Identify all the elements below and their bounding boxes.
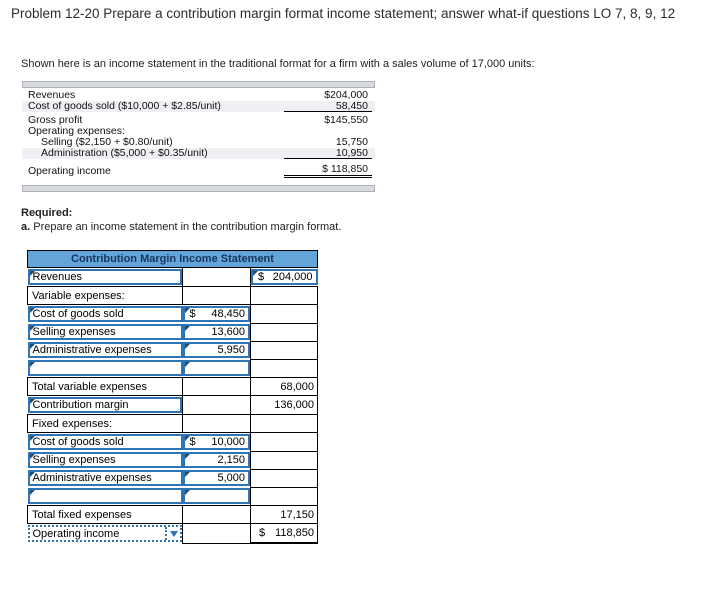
value-cell xyxy=(183,433,251,452)
entry-flag-icon xyxy=(30,344,35,349)
input-text: Cost of goods sold xyxy=(32,308,124,320)
row-amount: 15,750 xyxy=(335,136,368,148)
amount-text: 5,950 xyxy=(217,344,245,356)
amount-input-selling-fixed[interactable] xyxy=(183,452,251,468)
label-cell xyxy=(28,524,183,544)
dropdown-arrow-icon[interactable] xyxy=(165,527,180,540)
required-section xyxy=(21,207,720,233)
row-label: Gross profit xyxy=(28,114,83,126)
row-label: Administration ($5,000 + $0.35/unit) xyxy=(41,147,208,159)
empty-cell xyxy=(251,359,318,378)
input-text: Contribution margin xyxy=(32,399,129,411)
amount-input-selling-variable[interactable] xyxy=(183,324,251,340)
input-text: Administrative expenses xyxy=(32,344,152,356)
answer-row xyxy=(28,506,318,524)
static-label-cell: Variable expenses: xyxy=(28,287,183,305)
empty-cell xyxy=(251,287,318,305)
input-text: Selling expenses xyxy=(32,326,116,338)
label-input-blank[interactable] xyxy=(28,488,183,504)
dropdown-selected-text: Operating income xyxy=(32,527,120,540)
label-cell xyxy=(28,451,183,469)
entry-flag-icon xyxy=(185,490,190,495)
statement-row xyxy=(22,164,375,178)
empty-cell xyxy=(183,396,251,415)
static-value-cell xyxy=(251,378,318,396)
empty-cell xyxy=(183,415,251,433)
static-value-cell xyxy=(251,506,318,524)
label-input-selling-variable[interactable] xyxy=(28,324,183,340)
label-cell xyxy=(28,433,183,452)
amount-input-admin-variable[interactable] xyxy=(183,342,251,358)
amount-text: 17,150 xyxy=(280,508,314,521)
label-cell xyxy=(28,359,183,378)
value-cell xyxy=(183,451,251,469)
table-top-band xyxy=(22,81,375,88)
empty-cell xyxy=(183,287,251,305)
answer-row xyxy=(28,469,318,487)
entry-flag-icon xyxy=(30,271,35,276)
empty-cell xyxy=(251,487,318,506)
amount-text: 48,450 xyxy=(211,308,245,320)
label-cell xyxy=(28,323,183,341)
value-cell xyxy=(183,305,251,324)
entry-flag-icon xyxy=(185,454,190,459)
answer-row xyxy=(28,487,318,506)
answer-row xyxy=(28,305,318,324)
empty-cell xyxy=(251,323,318,341)
value-cell xyxy=(183,359,251,378)
amount-input-cogs-variable[interactable] xyxy=(183,306,251,322)
amount-input-blank[interactable] xyxy=(183,360,251,376)
value-cell xyxy=(251,268,318,287)
entry-flag-icon xyxy=(30,326,35,331)
label-input-admin-fixed[interactable] xyxy=(28,470,183,486)
label-input-cogs-fixed[interactable] xyxy=(28,434,183,450)
empty-cell xyxy=(251,305,318,324)
input-text: Revenues xyxy=(32,271,83,283)
entry-flag-icon xyxy=(253,271,258,276)
answer-row xyxy=(28,524,318,544)
table-bottom-band xyxy=(22,185,375,192)
label-input-revenues[interactable] xyxy=(28,269,183,285)
input-text: Cost of goods sold xyxy=(32,436,124,448)
amount-text: 2,150 xyxy=(217,454,245,466)
entry-flag-icon xyxy=(30,454,35,459)
row-amount: 10,950 xyxy=(284,148,372,159)
empty-cell xyxy=(183,268,251,287)
row-amount: $204,000 xyxy=(324,89,368,101)
answer-row xyxy=(28,378,318,396)
answer-row xyxy=(28,451,318,469)
entry-flag-icon xyxy=(30,362,35,367)
currency-symbol: $ xyxy=(189,436,196,448)
entry-flag-icon xyxy=(185,436,190,441)
value-cell xyxy=(183,487,251,506)
static-label-cell: Total variable expenses xyxy=(28,378,183,396)
entry-flag-icon xyxy=(30,399,35,404)
answer-row xyxy=(28,359,318,378)
label-input-contribution-margin[interactable] xyxy=(28,397,183,413)
row-label: Operating income xyxy=(28,164,111,177)
label-input-cogs-variable[interactable] xyxy=(28,306,183,322)
intro-text: Shown here is an income statement in the traditional format for a firm with a sales volume of 17,000 units: xyxy=(21,58,535,70)
empty-cell xyxy=(251,451,318,469)
answer-table-header-row xyxy=(28,251,318,268)
answer-row xyxy=(28,287,318,305)
value-cell xyxy=(183,341,251,359)
amount-text: 118,850 xyxy=(275,527,314,539)
amount-input-revenues[interactable] xyxy=(251,269,318,285)
currency-symbol: $ xyxy=(258,271,265,283)
contribution-margin-table xyxy=(27,250,318,544)
currency-symbol: $ xyxy=(189,308,196,320)
row-label: Selling ($2,150 + $0.80/unit) xyxy=(41,136,173,148)
entry-flag-icon xyxy=(185,362,190,367)
row-amount: 58,450 xyxy=(284,101,372,112)
answer-row xyxy=(28,268,318,287)
required-item-text: Prepare an income statement in the contribution margin format. xyxy=(33,221,342,233)
empty-cell xyxy=(183,378,251,396)
account-select-dropdown[interactable] xyxy=(28,525,183,542)
required-item xyxy=(21,221,720,233)
statement-row xyxy=(22,101,375,112)
entry-flag-icon xyxy=(185,308,190,313)
label-cell xyxy=(28,305,183,324)
label-cell xyxy=(28,469,183,487)
label-cell xyxy=(28,341,183,359)
label-input-blank[interactable] xyxy=(28,360,183,376)
amount-text: 10,000 xyxy=(211,436,245,448)
entry-flag-icon xyxy=(30,308,35,313)
currency-symbol: $ xyxy=(259,527,266,539)
row-label: Revenues xyxy=(28,89,76,101)
entry-flag-icon xyxy=(185,326,190,331)
entry-flag-icon xyxy=(30,472,35,477)
input-text: Selling expenses xyxy=(32,454,116,466)
input-text: Administrative expenses xyxy=(32,472,152,484)
answer-table-title: Contribution Margin Income Statement xyxy=(28,251,318,268)
label-input-selling-fixed[interactable] xyxy=(28,452,183,468)
static-value-cell xyxy=(251,396,318,415)
label-input-admin-variable[interactable] xyxy=(28,342,183,358)
answer-row xyxy=(28,396,318,415)
row-label: Cost of goods sold ($10,000 + $2.85/unit) xyxy=(28,100,221,112)
entry-flag-icon xyxy=(185,472,190,477)
entry-flag-icon xyxy=(30,490,35,495)
traditional-income-statement xyxy=(22,81,375,192)
label-cell xyxy=(28,396,183,415)
empty-cell xyxy=(183,506,251,524)
label-cell xyxy=(28,268,183,287)
empty-cell xyxy=(251,341,318,359)
answer-row xyxy=(28,323,318,341)
entry-flag-icon xyxy=(30,436,35,441)
amount-input-blank[interactable] xyxy=(183,488,251,504)
answer-row xyxy=(28,341,318,359)
static-value-cell xyxy=(251,524,318,544)
problem-page xyxy=(0,6,720,544)
amount-text: 136,000 xyxy=(274,399,314,411)
problem-title: Problem 12-20 Prepare a contribution margin format income statement; answer what-if questions LO 7, 8, 9, 12 xyxy=(11,6,676,21)
label-cell xyxy=(28,487,183,506)
empty-cell xyxy=(183,524,251,544)
empty-cell xyxy=(251,415,318,433)
required-heading: Required: xyxy=(21,207,73,219)
answer-row xyxy=(28,433,318,452)
amount-text: 204,000 xyxy=(272,271,313,283)
static-label-cell: Fixed expenses: xyxy=(28,415,183,433)
answer-row xyxy=(28,415,318,433)
row-amount: $ 118,850 xyxy=(284,164,372,178)
amount-input-admin-fixed[interactable] xyxy=(183,470,251,486)
statement-row xyxy=(22,148,375,159)
empty-cell xyxy=(251,469,318,487)
row-amount: $145,550 xyxy=(324,114,368,126)
amount-text: 5,000 xyxy=(217,472,245,484)
value-cell xyxy=(183,469,251,487)
row-label: Operating expenses: xyxy=(28,125,125,137)
static-label-cell: Total fixed expenses xyxy=(28,506,183,524)
amount-input-cogs-fixed[interactable] xyxy=(183,434,251,450)
value-cell xyxy=(183,323,251,341)
empty-cell xyxy=(251,433,318,452)
required-item-letter: a. xyxy=(21,221,31,233)
amount-text: 68,000 xyxy=(280,380,314,393)
entry-flag-icon xyxy=(185,344,190,349)
amount-text: 13,600 xyxy=(211,326,245,338)
